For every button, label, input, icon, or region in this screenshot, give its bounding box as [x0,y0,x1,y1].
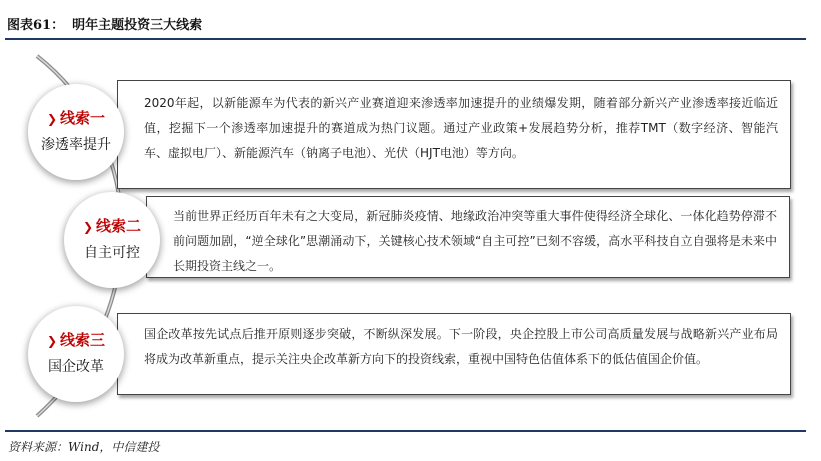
figure-number: 图表61： [7,18,65,33]
bottom-rule [5,430,806,432]
clue-3-text: 国企改革按先试点后推开原则逐步突破，不断纵深发展。下一阶段，央企控股上市公司高质量发展与战略新兴产业布局将成为改革新重点，提示关注央企改革新方向下的投资线索，重视中国特色估值体系下的低估值国企价值。 [144,327,778,366]
clue-2-subtitle: 自主可控 [84,245,140,261]
clue-3-title [47,330,105,351]
clue-3-title-text: 线索三 [60,331,106,349]
chevron-right-icon: ❯ [82,220,94,234]
clue-3-badge [28,306,124,402]
chevron-right-icon: ❯ [46,112,58,126]
clue-3-subtitle: 国企改革 [48,359,104,375]
clue-2-textbox [146,196,790,278]
clue-2-badge [64,192,160,288]
clue-3-textbox [117,313,791,395]
clue-1-badge [28,84,124,180]
clue-1-textbox [117,80,791,189]
chevron-right-icon: ❯ [46,334,58,348]
clue-1-subtitle: 渗透率提升 [41,137,111,153]
clue-1-title [47,108,105,129]
clue-2-text: 当前世界正经历百年未有之大变局，新冠肺炎疫情、地缘政治冲突等重大事件使得经济全球化、一体化趋势停滞不前问题加剧，“逆全球化”思潮涌动下，关键核心技术领域“自主可控”已刻不容缓，高水平科技自立自强将是未来中长期投资主线之一。 [173,209,777,273]
source-note: 资料来源：Wind，中信建投 [8,440,160,454]
clue-1-title-text: 线索一 [60,109,106,127]
clue-2-title-text: 线索二 [96,217,142,235]
clue-1-text: 2020年起，以新能源车为代表的新兴产业赛道迎来渗透率加速提升的业绩爆发期，随着部分新兴产业渗透率接近临近值，挖掘下一个渗透率加速提升的赛道成为热门议题。通过产业政策+发展趋势分析，推荐TMT（数字经济、智能汽车、虚拟电厂）、新能源汽车（钠离子电池）、光伏（HJT电池）等方向。 [144,96,778,160]
figure-title-text: 明年主题投资三大线索 [72,18,203,33]
clue-2-title [83,216,141,237]
